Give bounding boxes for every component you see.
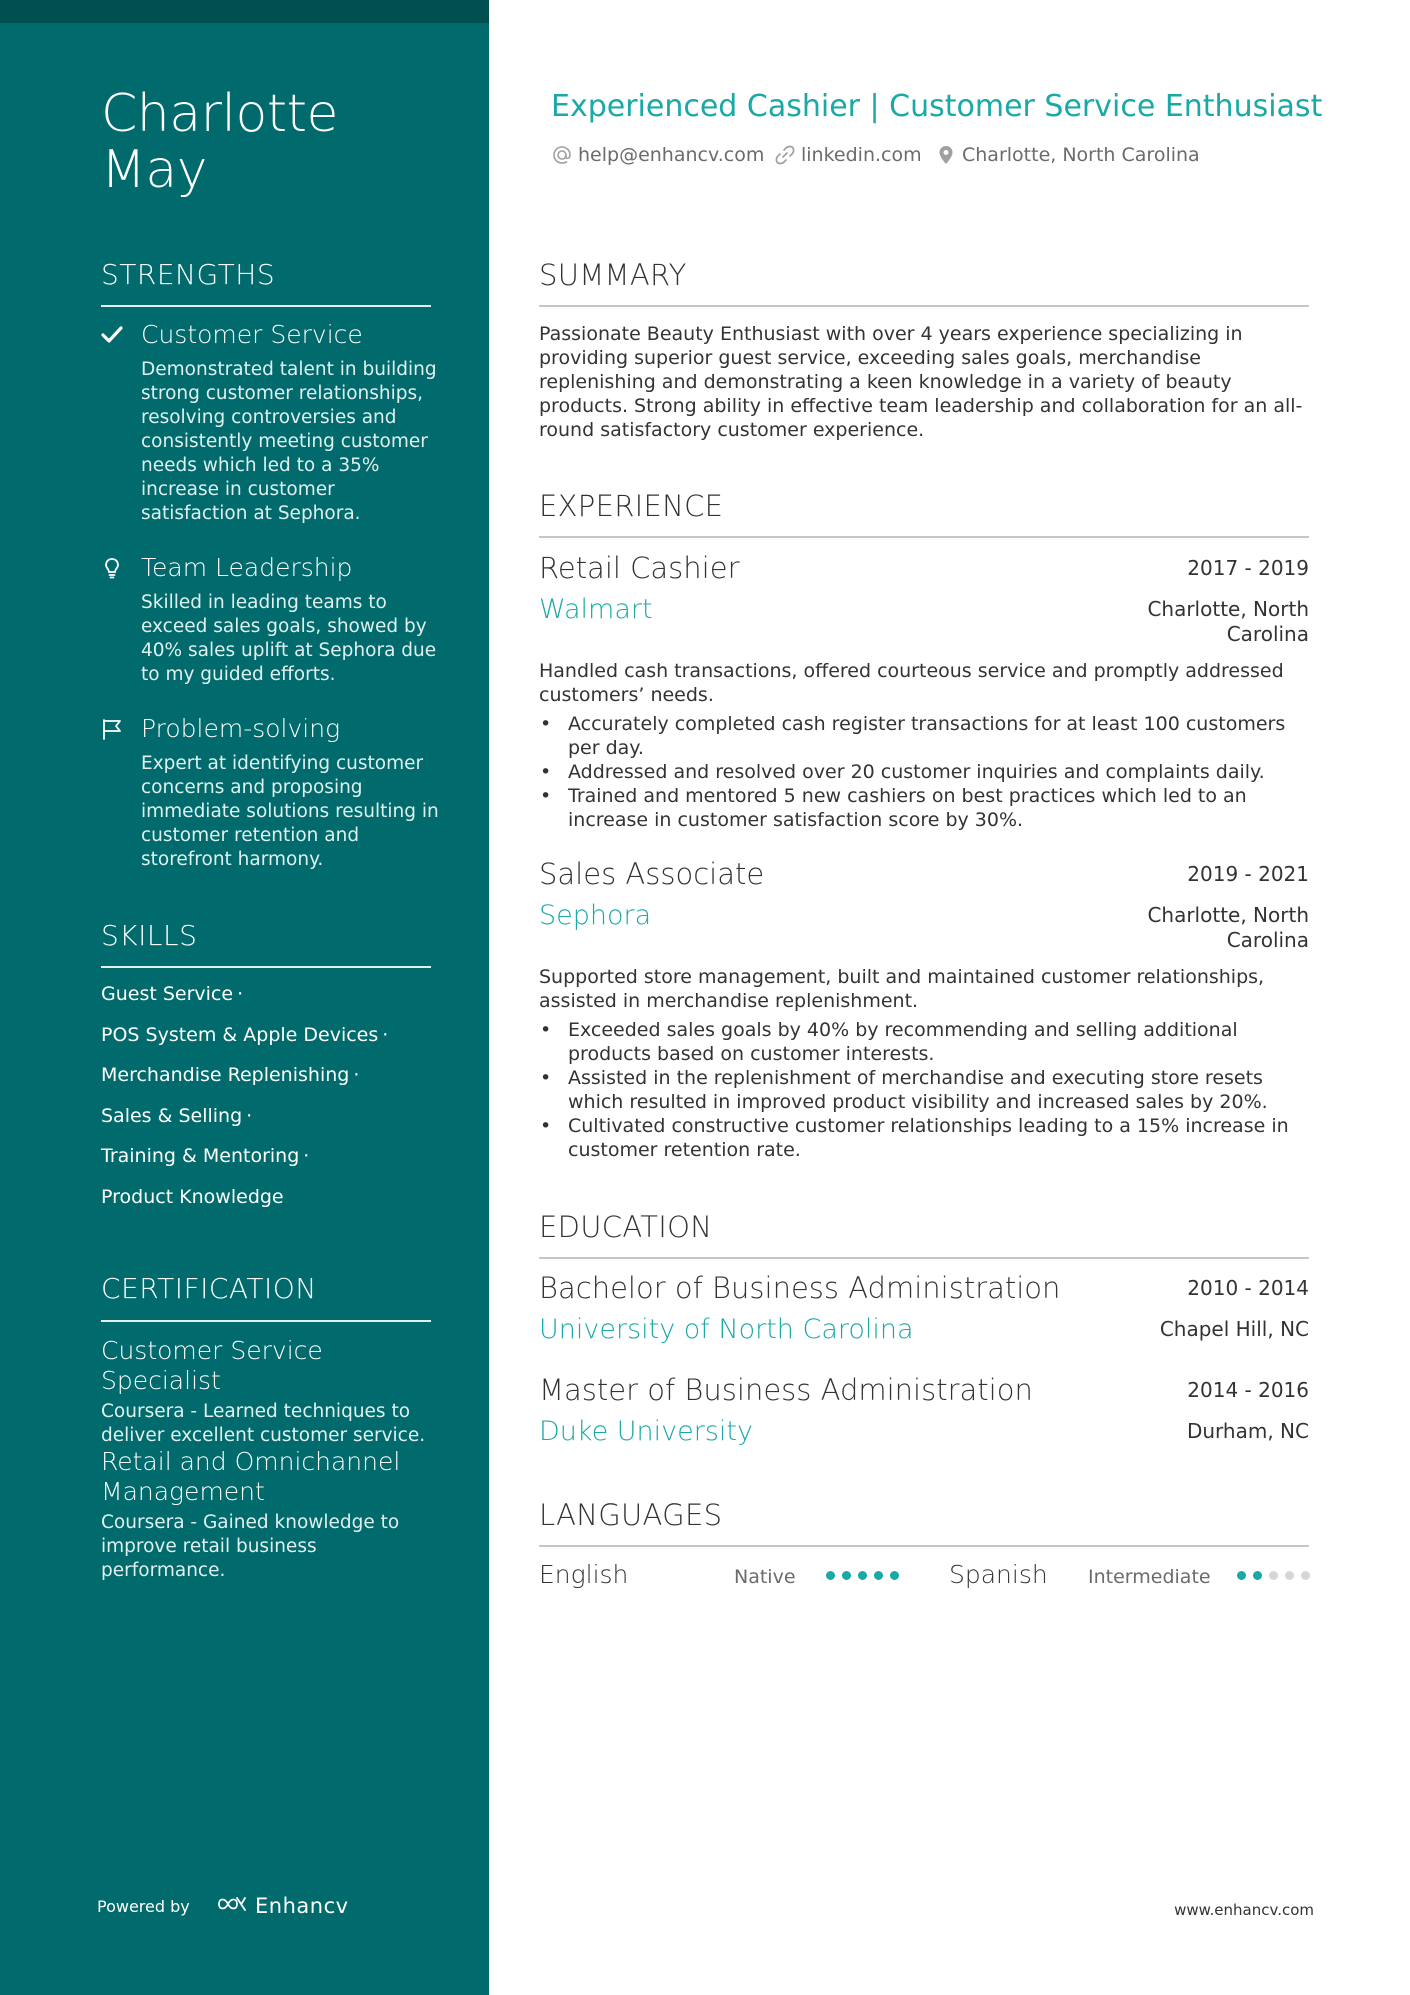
language-level: Native [734, 1566, 796, 1588]
education-school: University of North Carolina [539, 1314, 914, 1345]
strength-title: Team Leadership [141, 553, 353, 582]
skills-heading: SKILLS [101, 919, 198, 952]
website-text: linkedin.com [801, 144, 922, 166]
job-company: Walmart [539, 594, 653, 625]
certification-title: Customer Service Specialist [101, 1336, 323, 1395]
language-rating [826, 1571, 899, 1580]
job-company: Sephora [539, 900, 652, 931]
certification-divider [101, 1320, 431, 1322]
job-location: Charlotte, North Carolina [1147, 597, 1309, 646]
rating-dot [874, 1571, 883, 1580]
job-summary: Handled cash transactions, offered courteous service and promptly addressed customers’ needs. [539, 660, 1284, 706]
job-bullet: • Cultivated constructive customer relationships leading to a 15% increase in customer retention rate. [539, 1114, 1319, 1162]
education-degree: Master of Business Administration [539, 1373, 1033, 1407]
experience-heading: EXPERIENCE [539, 489, 724, 523]
job-bullet: • Exceeded sales goals by 40% by recommending and selling additional products based on customer interests. [539, 1018, 1319, 1066]
language-rating [1237, 1571, 1310, 1580]
experience-divider [539, 536, 1309, 538]
job-bullet: • Accurately completed cash register transactions for at least 100 customers per day. [539, 712, 1319, 760]
skill-tag: Guest Service · [101, 983, 244, 1005]
rating-dot [1253, 1571, 1262, 1580]
education-divider [539, 1257, 1309, 1259]
rating-dot [1301, 1571, 1310, 1580]
strength-description: Expert at identifying customer concerns and proposing immediate solutions resulting in customer retention and storefront harmony. [141, 753, 439, 870]
rating-dot [1237, 1571, 1246, 1580]
rating-dot [826, 1571, 835, 1580]
skill-tag: Sales & Selling · [101, 1105, 253, 1127]
job-location: Charlotte, North Carolina [1147, 903, 1309, 952]
footer-url[interactable]: www.enhancv.com [1174, 1901, 1314, 1919]
job-dates: 2017 - 2019 [1187, 556, 1309, 580]
strengths-heading: STRENGTHS [101, 258, 276, 291]
last-name: May [101, 140, 208, 200]
language-name: English [539, 1560, 629, 1589]
strength-title: Customer Service [141, 320, 363, 349]
flag-icon [101, 718, 123, 740]
skill-tag: Training & Mentoring · [101, 1145, 310, 1167]
contact-email[interactable] [551, 144, 764, 166]
certification-description: Coursera - Gained knowledge to improve retail business performance. [101, 1512, 400, 1581]
link-icon [774, 144, 796, 166]
skill-tag: Merchandise Replenishing · [101, 1064, 360, 1086]
first-name: Charlotte [101, 84, 339, 144]
location-pin-icon [935, 144, 957, 166]
skill-tag: POS System & Apple Devices · [101, 1024, 389, 1046]
email-text: help@enhancv.com [578, 144, 765, 166]
education-location: Durham, NC [1186, 1419, 1309, 1443]
contact-website[interactable] [774, 144, 922, 166]
certification-item [101, 1336, 441, 1448]
strength-description: Demonstrated talent in building strong customer relationships, resolving controversies and consistently meeting customer needs which led to a 35% increase in customer satisfaction at Sephora. [141, 359, 437, 524]
languages-divider [539, 1545, 1309, 1547]
education-degree: Bachelor of Business Administration [539, 1271, 1061, 1305]
rating-dot [842, 1571, 851, 1580]
certification-title: Retail and Omnichannel Management [101, 1447, 401, 1506]
rating-dot [1269, 1571, 1278, 1580]
skill-tag: Product Knowledge [101, 1186, 284, 1208]
education-location: Chapel Hill, NC [1159, 1317, 1309, 1341]
strengths-divider [101, 305, 431, 307]
job-bullets [539, 1018, 1319, 1162]
summary-divider [539, 305, 1309, 307]
education-school: Duke University [539, 1416, 753, 1447]
job-dates: 2019 - 2021 [1187, 862, 1309, 886]
languages-heading: LANGUAGES [539, 1498, 723, 1532]
education-heading: EDUCATION [539, 1210, 713, 1244]
summary-heading: SUMMARY [539, 258, 687, 292]
enhancv-brand: Enhancv [255, 1894, 349, 1918]
strength-description: Skilled in leading teams to exceed sales goals, showed by 40% sales uplift at Sephora due to my guided efforts. [141, 592, 437, 685]
summary-text: Passionate Beauty Enthusiast with over 4 years experience specializing in providing superior guest service, exceeding sales goals, merchandise replenishing and demonstrating a keen knowledge in a variety of beauty products. Strong ability in effective team leadership and collaboration for an all-round satisfactory customer experience. [539, 323, 1303, 441]
enhancv-logo-icon [216, 1894, 248, 1914]
checkmark-icon [101, 324, 123, 346]
skills-divider [101, 966, 431, 968]
certification-item [101, 1447, 441, 1583]
certification-description: Coursera - Learned techniques to deliver excellent customer service. [101, 1401, 426, 1446]
language-name: Spanish [949, 1560, 1048, 1589]
job-role: Sales Associate [539, 857, 765, 891]
location-text: Charlotte, North Carolina [962, 144, 1200, 166]
sidebar-top-strip [0, 0, 489, 23]
powered-by-label: Powered by [97, 1897, 190, 1916]
job-bullet: • Trained and mentored 5 new cashiers on best practices which led to an increase in customer satisfaction score by 30%. [539, 784, 1319, 832]
certification-heading: CERTIFICATION [101, 1272, 317, 1305]
job-bullets [539, 712, 1319, 832]
lightbulb-icon [101, 557, 123, 579]
contact-location [935, 144, 1200, 166]
job-bullet: • Addressed and resolved over 20 customer inquiries and complaints daily. [539, 760, 1319, 784]
language-level: Intermediate [1088, 1566, 1211, 1588]
strength-title: Problem-solving [141, 714, 341, 743]
candidate-name [101, 86, 338, 198]
rating-dot [1285, 1571, 1294, 1580]
rating-dot [858, 1571, 867, 1580]
sidebar [0, 0, 489, 1995]
job-summary: Supported store management, built and maintained customer relationships, assisted in merchandise replenishment. [539, 966, 1265, 1012]
education-dates: 2014 - 2016 [1187, 1378, 1309, 1402]
headline: Experienced Cashier | Customer Service Enthusiast [551, 89, 1323, 124]
job-role: Retail Cashier [539, 551, 740, 585]
education-dates: 2010 - 2014 [1187, 1276, 1309, 1300]
rating-dot [890, 1571, 899, 1580]
at-sign-icon [551, 144, 573, 166]
job-bullet: • Assisted in the replenishment of merchandise and executing store resets which resulted in improved product visibility and increased sales by 20%. [539, 1066, 1319, 1114]
